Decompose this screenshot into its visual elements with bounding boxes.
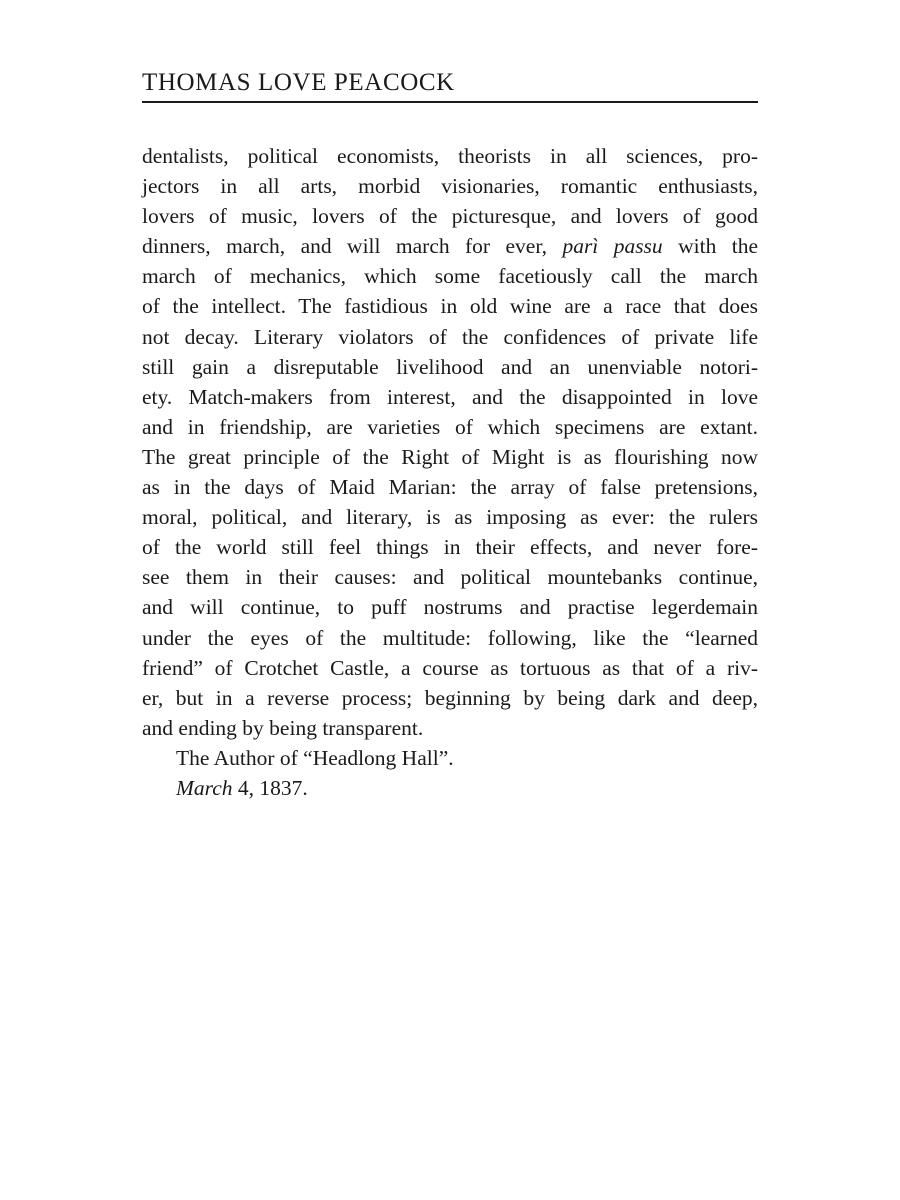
text-line: jectors in all arts, morbid visionaries, romantic enthusiasts, — [142, 174, 758, 199]
text-line: of the world still feel things in their effects, and never fore- — [142, 535, 758, 560]
text-line: lovers of music, lovers of the picturesque, and lovers of good — [142, 204, 758, 229]
text-line: moral, political, and literary, is as imposing as ever: the rulers — [142, 505, 758, 530]
text-line: dentalists, political economists, theorists in all sciences, pro- — [142, 144, 758, 168]
text-line: of the intellect. The fastidious in old wine are a race that does — [142, 294, 758, 319]
text-line: friend” of Crotchet Castle, a course as tortuous as that of a riv- — [142, 655, 758, 680]
text-line: still gain a disreputable livelihood and an unenviable notori- — [142, 354, 758, 379]
text-line: and will continue, to puff nostrums and practise legerdemain — [142, 595, 758, 620]
line-segment: dinners, march, and will march for ever, — [142, 234, 548, 259]
date-line — [142, 773, 758, 803]
text-line: not decay. Literary violators of the confidences of private life — [142, 324, 758, 349]
date-month: March — [176, 775, 233, 800]
running-head: THOMAS LOVE PEACOCK — [142, 69, 455, 96]
text-line: march of mechanics, which some facetiously call the march — [142, 264, 758, 289]
date-rest: 4, 1837. — [232, 775, 308, 800]
text-line: as in the days of Maid Marian: the array of false pretensions, — [142, 475, 758, 500]
header-rule — [142, 101, 758, 103]
text-line: see them in their causes: and political mountebanks continue, — [142, 565, 758, 590]
text-line: The great principle of the Right of Might is as flourishing now — [142, 444, 758, 469]
book-page — [142, 66, 758, 803]
text-line: er, but in a reverse process; beginning by being dark and deep, — [142, 685, 758, 710]
text-line: and ending by being transparent. — [142, 715, 424, 740]
text-line: and in friendship, are varieties of which specimens are extant. — [142, 414, 758, 439]
text-line: ety. Match-makers from interest, and the disappointed in love — [142, 384, 758, 409]
italic-phrase: parì passu — [562, 234, 663, 259]
body-text — [142, 141, 758, 803]
text-line: under the eyes of the multitude: following, like the “learned — [142, 625, 758, 650]
signature: The Author of “Headlong Hall”. — [176, 745, 454, 770]
text-line-with-italic — [142, 231, 758, 261]
line-segment: with the — [678, 234, 759, 259]
